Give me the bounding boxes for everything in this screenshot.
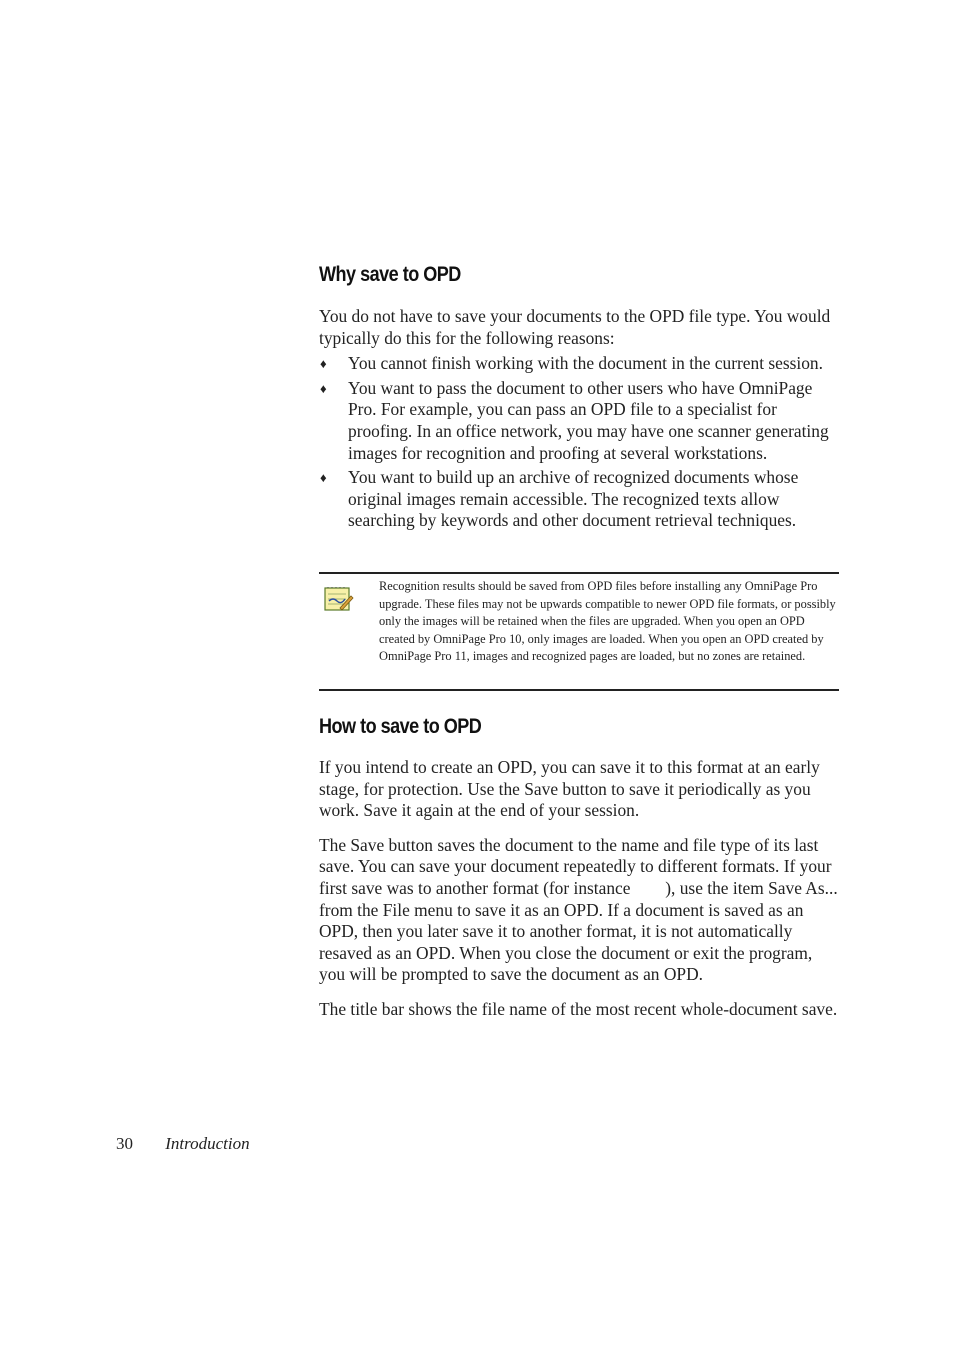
paragraph: If you intend to create an OPD, you can save it to this format at an early stage, for protection. Use the Save button to save it periodically as you work. Save it again at the end of your session. xyxy=(319,757,820,821)
diamond-bullet-icon: ♦ xyxy=(320,356,327,372)
page-number: 30 xyxy=(116,1134,133,1153)
paragraph: The title bar shows the file name of the most recent whole-document save. xyxy=(319,998,838,1019)
section-heading: Why save to OPD xyxy=(319,263,461,286)
section-how-save-heading-wrap xyxy=(319,710,841,758)
section-heading: How to save to OPD xyxy=(319,715,482,738)
section-how-save xyxy=(319,757,841,1034)
list-item: ♦ You want to build up an archive of recognized documents whose original images remain accessible. The recognized texts allow searching by keywords and other document retrieval techniques. xyxy=(320,467,799,531)
notepad-pencil-icon xyxy=(324,586,354,614)
section-name: Introduction xyxy=(165,1134,250,1153)
diamond-bullet-icon: ♦ xyxy=(320,470,327,486)
list-item: ♦ You want to pass the document to other users who have OmniPage Pro. For example, you can pass an OPD file to a specialist for proofing. In an office network, you may have one scanner generating images for recognition and proofing at several workstations. xyxy=(320,377,829,463)
reasons-list xyxy=(319,353,841,532)
section-why-save xyxy=(319,258,841,535)
note-box xyxy=(319,572,839,691)
note-text: Recognition results should be saved from OPD files before installing any OmniPage Pro upgrade. These files may not be upwards compatible to newer OPD file formats, or possibly only the images will be retained when the files are upgraded. When you open an OPD created by OmniPage Pro 10, only images are loaded. When you open an OPD created by OmniPage Pro 11, images and recognized pages are loaded, but no zones are retained. xyxy=(379,579,836,664)
paragraph: The Save button saves the document to the name and file type of its last save. You can save your document repeatedly to different formats. If your first save was to another format (for instance ), use the item Save As... from the File menu to save it as an OPD. If a document is saved as an OPD, then you later save it to another format, it is not automatically resaved as an OPD. When you close the document or exit the program, you will be prompted to save the document as an OPD. xyxy=(319,834,843,985)
intro-paragraph: You do not have to save your documents to the OPD file type. You would typically do this for the following reasons: xyxy=(319,306,831,348)
list-item: ♦ You cannot finish working with the document in the current session. xyxy=(320,353,823,374)
diamond-bullet-icon: ♦ xyxy=(320,380,327,396)
page-footer xyxy=(116,1134,250,1154)
